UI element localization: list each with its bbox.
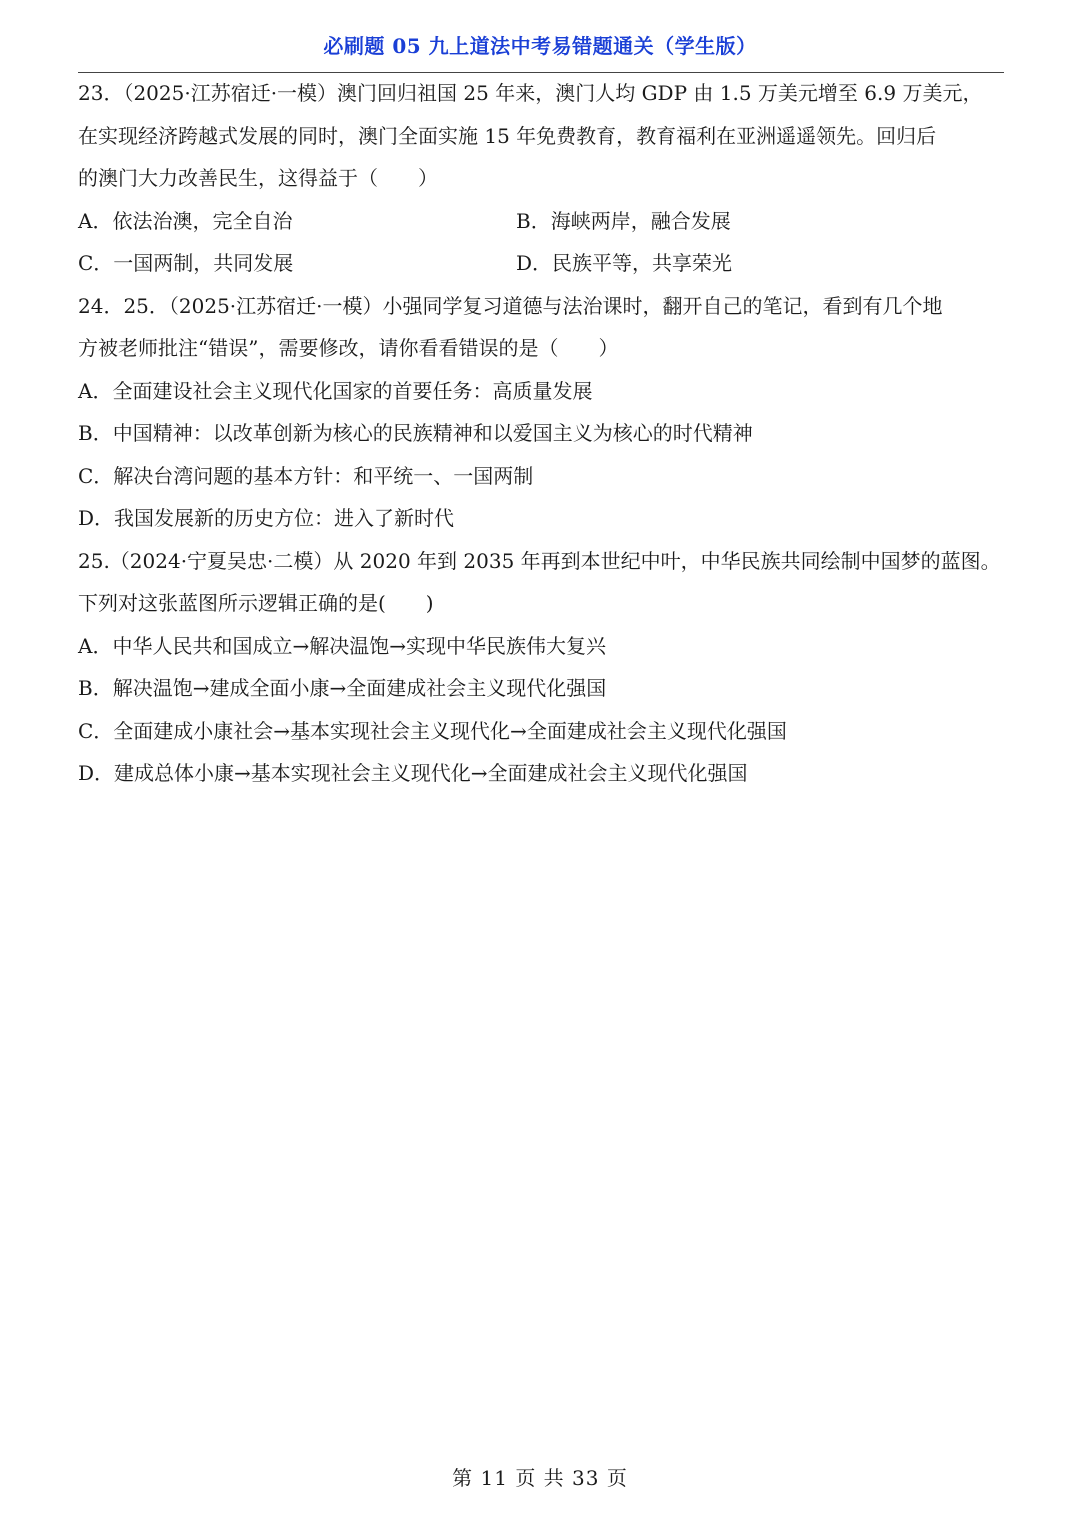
page-number: 第 11 页 共 33 页 (452, 1466, 628, 1490)
question-stem-line: 在实现经济跨越式发展的同时，澳门全面实施 15 年免费教育，教育福利在亚洲遥遥领先。回归后 (78, 123, 937, 148)
question-list (78, 72, 1008, 795)
option-c: C．解决台湾问题的基本方针：和平统一、一国两制 (78, 463, 534, 488)
option-c: C．全面建成小康社会→基本实现社会主义现代化→全面建成社会主义现代化强国 (78, 718, 787, 743)
option-b: B．中国精神：以改革创新为核心的民族精神和以爱国主义为核心的时代精神 (78, 421, 753, 445)
option-d: D．民族平等，共享荣光 (516, 251, 733, 275)
question-24 (78, 285, 1008, 540)
option-a: A．中华人民共和国成立→解决温饱→实现中华民族伟大复兴 (78, 633, 606, 658)
question-stem-line: 的澳门大力改善民生，这得益于（ ） (78, 166, 438, 190)
option-a: A．全面建设社会主义现代化国家的首要任务：高质量发展 (78, 378, 593, 403)
option-d: D．我国发展新的历史方位：进入了新时代 (78, 506, 455, 530)
page-header-title: 必刷题 05 九上道法中考易错题通关（学生版） (323, 34, 757, 58)
question-stem-line: 25.（2024·宁夏吴忠·二模）从 2020 年到 2035 年再到本世纪中叶，中华民族共同绘制中国梦的蓝图。 (78, 548, 1001, 573)
question-stem-line: 下列对这张蓝图所示逻辑正确的是( ) (78, 591, 434, 615)
option-row (78, 200, 1008, 243)
question-stem-line: 24．25．（2025·江苏宿迁·一模）小强同学复习道德与法治课时，翻开自己的笔记，看到有几个地 (78, 293, 943, 318)
option-b: B．解决温饱→建成全面小康→全面建成社会主义现代化强国 (78, 676, 607, 700)
question-stem-line: 方被老师批注“错误”，需要修改，请你看看错误的是（ ） (78, 336, 619, 360)
option-d: D．建成总体小康→基本实现社会主义现代化→全面建成社会主义现代化强国 (78, 761, 748, 785)
option-b: B．海峡两岸，融合发展 (516, 208, 731, 233)
option-row (78, 242, 1008, 285)
question-stem-line: 23．（2025·江苏宿迁·一模）澳门回归祖国 25 年来，澳门人均 GDP 由 1.5 万美元增至 6.9 万美元， (78, 81, 983, 105)
option-a: A．依法治澳，完全自治 (78, 208, 293, 233)
question-25 (78, 540, 1008, 795)
question-23 (78, 72, 1008, 285)
option-c: C．一国两制，共同发展 (78, 251, 294, 275)
